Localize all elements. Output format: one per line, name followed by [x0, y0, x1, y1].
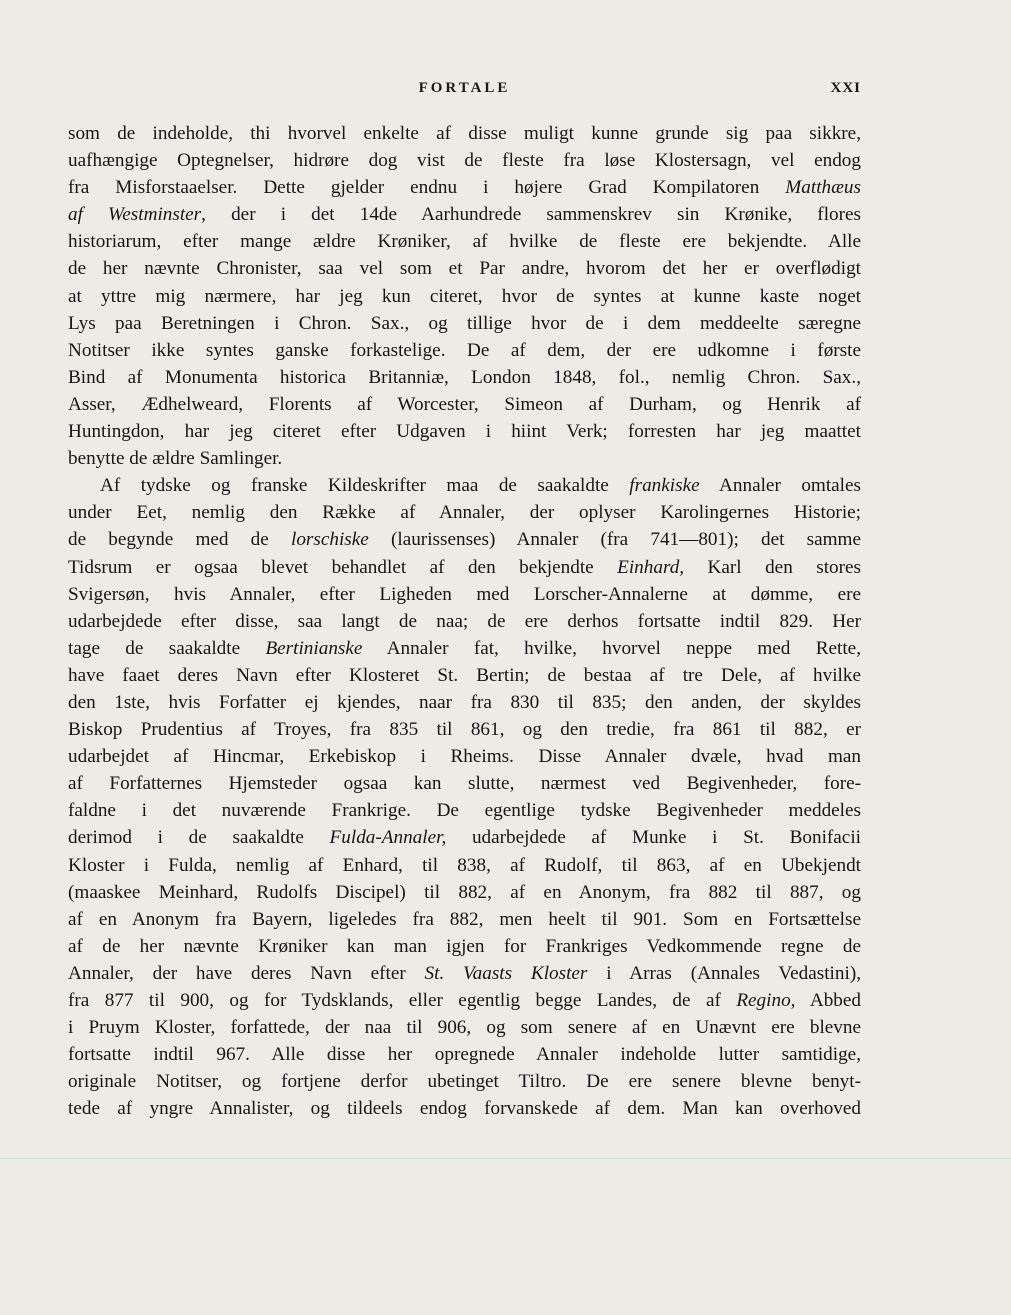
text-line: [68, 391, 861, 418]
italic-term: frankiske: [629, 475, 700, 497]
line-text: af en Anonym fra Bayern, ligeledes fra 882, men heelt til 901. Som en Fortsættelse: [68, 908, 861, 930]
line-text: Biskop Prudentius af Troyes, fra 835 til 861, og den tredie, fra 861 til 882, er: [68, 719, 861, 741]
line-text: udarbejdet af Hincmar, Erkebiskop i Rheims. Disse Annaler dvæle, hvad man: [68, 746, 861, 768]
line-text: de her nævnte Chronister, saa vel som et Par andre, hvorom det her er overflødigt: [68, 258, 861, 280]
line-text: Annaler fat, hvilke, hvorvel neppe med Rette,: [362, 637, 861, 659]
body-text: [68, 120, 861, 1122]
text-line: [68, 147, 861, 174]
line-text: (laurissenses) Annaler (fra 741—801); det samme: [368, 529, 861, 551]
page-number: XXI: [830, 80, 861, 96]
line-text: faldne i det nuværende Frankrige. De egentlige tydske Begivenheder meddeles: [68, 800, 861, 822]
text-line: [68, 1014, 861, 1041]
line-text: tage de saakaldte: [68, 637, 266, 659]
line-text: Svigersøn, hvis Annaler, efter Ligheden med Lorscher-Annalerne at dømme, ere: [68, 583, 861, 605]
text-line: [68, 364, 861, 391]
line-text: uafhængige Optegnelser, hidrøre dog vist de fleste fra løse Klostersagn, vel endog: [68, 150, 861, 172]
text-line: [68, 337, 861, 364]
line-text: have faaet deres Navn efter Klosteret St. Bertin; de bestaa af tre Dele, af hvilke: [68, 664, 861, 686]
italic-term: Einhard,: [617, 556, 685, 578]
line-text: Karl den stores: [684, 556, 861, 578]
running-title: FORTALE: [418, 80, 511, 96]
text-line: [68, 120, 861, 147]
text-line: [68, 1095, 861, 1122]
italic-term: Regino,: [736, 990, 796, 1011]
line-text: i Arras (Annales Vedastini),: [587, 962, 862, 984]
text-line: [68, 310, 861, 337]
text-line: [68, 581, 861, 608]
line-text: Annaler, der have deres Navn efter: [68, 962, 425, 984]
text-line: [68, 933, 861, 960]
line-text: udarbejdede efter disse, saa langt de naa; de ere derhos fortsatte indtil 829. Her: [68, 610, 861, 632]
line-text: tede af yngre Annalister, og tildeels endog forvanskede af dem. Man kan overhoved: [68, 1098, 861, 1120]
line-text: fra 877 til 900, og for Tydsklands, eller egentlig begge Landes, de af: [68, 990, 737, 1011]
text-line: [68, 743, 861, 770]
text-line: [68, 418, 861, 445]
text-line: [68, 906, 861, 933]
italic-term: af Westminster: [68, 204, 202, 226]
running-head: [68, 80, 861, 102]
line-text: at yttre mig nærmere, har jeg kun citeret, hvor de syntes at kunne kaste noget: [68, 285, 861, 307]
text-line: [68, 472, 861, 499]
italic-term: lorschiske: [290, 529, 369, 551]
line-text: Asser, Ædhelweard, Florents af Worcester, Simeon af Durham, og Henrik af: [68, 393, 861, 415]
text-line: [68, 526, 861, 553]
line-text: historiarum, efter mange ældre Krøniker, af hvilke de fleste ere bekjendte. Alle: [68, 231, 861, 253]
line-text: Huntingdon, har jeg citeret efter Udgaven i hiint Verk; forresten har jeg maattet: [68, 421, 861, 443]
text-line: [68, 1068, 861, 1095]
text-line: [68, 174, 861, 201]
line-text: Lys paa Beretningen i Chron. Sax., og tillige hvor de i dem meddeelte særegne: [68, 312, 861, 334]
text-line: [68, 879, 861, 906]
italic-term: Matthæus: [785, 177, 861, 199]
line-text: Tidsrum er ogsaa blevet behandlet af den bekjendte: [68, 556, 618, 578]
italic-term: Fulda-Annaler,: [329, 827, 447, 849]
text-line: [68, 255, 861, 282]
line-text: fortsatte indtil 967. Alle disse her opregnede Annaler indeholde lutter samtidige,: [68, 1044, 861, 1066]
text-line: [68, 635, 861, 662]
line-text: benytte de ældre Samlinger.: [68, 448, 283, 470]
line-text: som de indeholde, thi hvorvel enkelte af disse muligt kunne grunde sig paa sikkre,: [68, 123, 861, 144]
text-line: [68, 797, 861, 824]
line-text: af de her nævnte Krøniker kan man igjen for Frankriges Vedkommende regne de: [68, 935, 861, 957]
text-line: [68, 824, 861, 851]
text-line: [68, 987, 861, 1014]
line-text: (maaskee Meinhard, Rudolfs Discipel) til 882, af en Anonym, fra 882 til 887, og: [68, 881, 861, 903]
line-text: den 1ste, hvis Forfatter ej kjendes, naar fra 830 til 835; den anden, der skyldes: [68, 691, 861, 713]
text-line: [68, 770, 861, 797]
line-text: fra Misforstaaelser. Dette gjelder endnu i højere Grad Kompilatoren: [68, 177, 786, 199]
text-line: [68, 499, 861, 526]
line-text: i Pruym Kloster, forfattede, der naa til 906, og som senere af en Unævnt ere blevne: [68, 1017, 861, 1039]
line-text: derimod i de saakaldte: [68, 827, 330, 849]
text-line: [68, 852, 861, 879]
text-line: [68, 608, 861, 635]
text-line: [68, 228, 861, 255]
line-text: originale Notitser, og fortjene derfor ubetinget Tiltro. De ere senere blevne benyt-: [68, 1071, 861, 1093]
text-line: [68, 554, 861, 581]
text-line: [68, 960, 861, 987]
text-line: [68, 283, 861, 310]
text-line: [68, 716, 861, 743]
text-line: [68, 1041, 861, 1068]
line-text: Bind af Monumenta historica Britanniæ, London 1848, fol., nemlig Chron. Sax.,: [68, 366, 861, 388]
text-line: [68, 201, 861, 228]
line-text: Kloster i Fulda, nemlig af Enhard, til 838, af Rudolf, til 863, af en Ubekjendt: [68, 854, 861, 876]
line-text: udarbejdede af Munke i St. Bonifacii: [446, 827, 861, 849]
text-line: [68, 445, 861, 472]
bottom-edge-rule: [0, 1158, 1011, 1159]
text-line: [68, 689, 861, 716]
line-text: , der i det 14de Aarhundrede sammenskrev sin Krønike, flores: [201, 204, 861, 226]
line-text: Notitser ikke syntes ganske forkastelige. De af dem, der ere udkomne i første: [68, 339, 861, 361]
italic-term: St. Vaasts Kloster: [424, 962, 588, 984]
line-text: de begynde med de: [68, 529, 291, 551]
text-line: [68, 662, 861, 689]
line-text: under Eet, nemlig den Række af Annaler, der oplyser Karolingernes Historie;: [68, 502, 861, 524]
line-text: Abbed: [795, 990, 861, 1011]
line-text: af Forfatternes Hjemsteder ogsaa kan slutte, nærmest ved Begivenheder, fore-: [68, 773, 861, 795]
italic-term: Bertinianske: [265, 637, 363, 659]
line-text: Af tydske og franske Kildeskrifter maa de saakaldte: [100, 475, 630, 497]
line-text: Annaler omtales: [699, 475, 861, 497]
